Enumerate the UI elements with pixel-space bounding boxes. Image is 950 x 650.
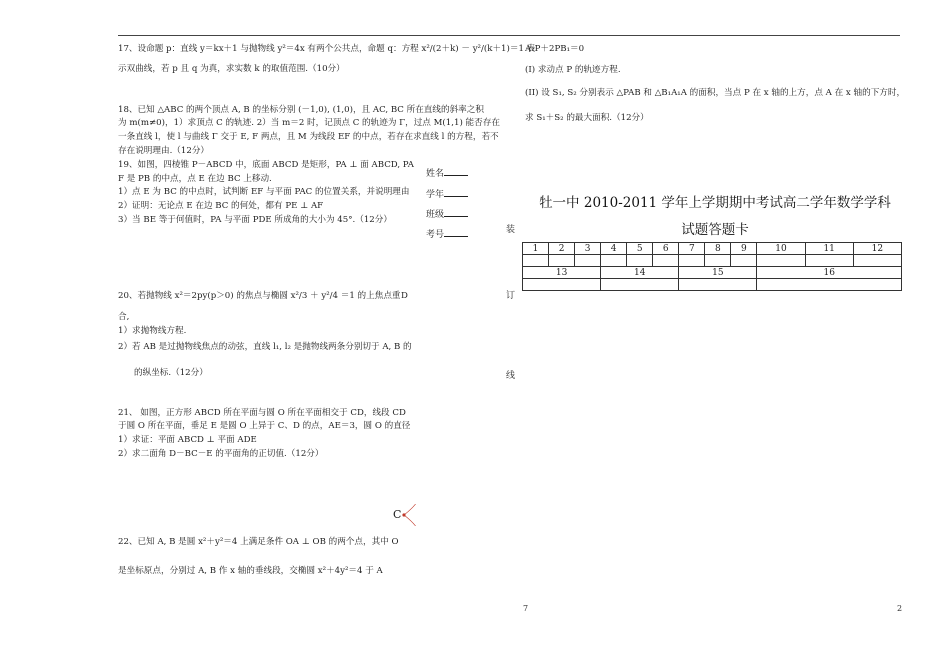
q18-line2: 为 m(m≠0)，1）求顶点 C 的轨迹. 2）当 m＝2 时，记顶点 C 的轨迹为 Γ，过点 M(1,1) 能否存在 <box>118 118 500 128</box>
figure-c-label <box>393 508 401 521</box>
q21-line1: 21、 如图，正方形 ABCD 所在平面与圆 O 所在平面相交于 CD，线段 CD <box>118 408 406 418</box>
choice-number-6: 6 <box>653 243 679 255</box>
right-part1: (I) 求动点 P 的轨迹方程. <box>525 65 621 75</box>
field-name-label: 姓名 <box>426 169 445 179</box>
choice-answer-cell[interactable] <box>805 255 853 267</box>
fill-answer-cell[interactable] <box>601 279 679 291</box>
q18-line4: 存在说明理由.（12分） <box>118 146 210 156</box>
field-exam-number[interactable] <box>426 227 468 240</box>
choice-answer-cell[interactable] <box>575 255 601 267</box>
q20-line3: 1）求抛物线方程. <box>118 326 187 336</box>
q19-line2: F 是 PB 的中点，点 E 在边 BC 上移动. <box>118 174 272 184</box>
q18-line3: 一条直线 l，使 l 与曲线 Γ 交于 E, F 两点，且 M 为线段 EF 的中点，若存在求直线 l 的方程，若不 <box>118 132 499 142</box>
figure-c-letter: C <box>393 508 402 521</box>
right-continuation-line: A₁P＋2PB₁＝0 <box>525 44 585 54</box>
q22-line1: 22、已知 A, B 是圆 x²＋y²＝4 上满足条件 OA ⊥ OB 的两个点，其中 O <box>118 537 399 547</box>
choice-number-9: 9 <box>731 243 757 255</box>
choice-answer-cell[interactable] <box>853 255 901 267</box>
choice-number-12: 12 <box>853 243 901 255</box>
field-grade-label: 学年 <box>426 190 445 200</box>
choice-number-row <box>523 243 902 255</box>
q20-line4: 2）若 AB 是过抛物线焦点的动弦，直线 l₁, l₂ 是抛物线两条分别切于 A, B 的 <box>118 342 412 352</box>
left-page-number: 7 <box>523 604 529 613</box>
figure-arc-icon <box>401 504 421 526</box>
binding-mark-ding: 订 <box>506 291 516 301</box>
field-name[interactable] <box>426 166 468 179</box>
q17-line2: 示双曲线，若 p 且 q 为真，求实数 k 的取值范围.（10分） <box>118 64 345 74</box>
q18-line1: 18、已知 △ABC 的两个顶点 A, B 的坐标分别 (－1,0), (1,0)，且 AC, BC 所在直线的斜率之积 <box>118 105 484 115</box>
choice-answer-cell[interactable] <box>601 255 627 267</box>
choice-answer-cell[interactable] <box>757 255 805 267</box>
right-page-number: 2 <box>897 604 903 613</box>
q19-line5: 3）当 BE 等于何值时，PA 与平面 PDE 所成角的大小为 45°.（12分） <box>118 215 392 225</box>
fill-answer-cell[interactable] <box>757 279 902 291</box>
field-grade[interactable] <box>426 187 468 200</box>
choice-answer-cell[interactable] <box>705 255 731 267</box>
q19-line1: 19、如图，四棱锥 P－ABCD 中，底面 ABCD 是矩形，PA ⊥ 面 ABCD, PA <box>118 160 415 170</box>
fill-number-16: 16 <box>757 267 902 279</box>
fill-answer-row <box>523 279 902 291</box>
choice-number-11: 11 <box>805 243 853 255</box>
choice-answer-cell[interactable] <box>627 255 653 267</box>
answer-grid <box>522 242 902 291</box>
q20-line2: 合, <box>118 312 130 322</box>
q21-line4: 2）求二面角 D－BC－E 的平面角的正切值.（12分） <box>118 449 324 459</box>
answer-card-subtitle: 试题答题卡 <box>681 222 749 238</box>
choice-answer-row <box>523 255 902 267</box>
choice-number-5: 5 <box>627 243 653 255</box>
q17-line1: 17、设命题 p：直线 y＝kx＋1 与抛物线 y²＝4x 有两个公共点，命题 q：方程 x²/(2＋k) － y²/(k＋1)＝1 表 <box>118 44 536 54</box>
fill-number-13: 13 <box>523 267 601 279</box>
q19-line3: 1）点 E 为 BC 的中点时，试判断 EF 与平面 PAC 的位置关系，并说明理由 <box>118 187 410 197</box>
choice-answer-cell[interactable] <box>523 255 549 267</box>
binding-mark-xian: 线 <box>506 371 516 381</box>
fill-number-row <box>523 267 902 279</box>
choice-answer-cell[interactable] <box>653 255 679 267</box>
field-exam-number-blank[interactable] <box>444 227 468 237</box>
choice-number-1: 1 <box>523 243 549 255</box>
top-rule <box>118 35 900 36</box>
q21-line2: 于圆 O 所在平面，垂足 E 是圆 O 上异于 C、D 的点，AE＝3，圆 O 的直径 <box>118 421 411 431</box>
choice-answer-cell[interactable] <box>549 255 575 267</box>
q20-line5: 的纵坐标.（12分） <box>134 368 208 378</box>
field-class[interactable] <box>426 207 468 220</box>
field-class-label: 班级 <box>426 210 445 220</box>
choice-number-3: 3 <box>575 243 601 255</box>
choice-answer-cell[interactable] <box>731 255 757 267</box>
right-part2-line1: (II) 设 S₁, S₂ 分别表示 △PAB 和 △B₁A₁A 的面积，当点 P 在 x 轴的上方，点 A 在 x 轴的下方时， <box>525 88 906 98</box>
fill-number-15: 15 <box>679 267 757 279</box>
choice-answer-cell[interactable] <box>679 255 705 267</box>
right-part2-line2: 求 S₁＋S₂ 的最大面积.（12分） <box>525 113 649 123</box>
q21-line3: 1）求证：平面 ABCD ⊥ 平面 ADE <box>118 435 257 445</box>
q20-figure-mark: D <box>401 291 408 301</box>
answer-card-title: 牡一中 2010-2011 学年上学期期中考试高二学年数学学科 <box>539 195 891 211</box>
choice-number-10: 10 <box>757 243 805 255</box>
choice-number-7: 7 <box>679 243 705 255</box>
choice-number-4: 4 <box>601 243 627 255</box>
fill-answer-cell[interactable] <box>523 279 601 291</box>
field-exam-number-label: 考号 <box>426 230 445 240</box>
fill-number-14: 14 <box>601 267 679 279</box>
field-class-blank[interactable] <box>444 207 468 217</box>
fill-answer-cell[interactable] <box>679 279 757 291</box>
field-grade-blank[interactable] <box>444 187 468 197</box>
choice-number-2: 2 <box>549 243 575 255</box>
field-name-blank[interactable] <box>444 166 468 176</box>
choice-number-8: 8 <box>705 243 731 255</box>
binding-mark-zhuang: 装 <box>506 225 516 235</box>
q19-line4: 2）证明：无论点 E 在边 BC 的何处，都有 PE ⊥ AF <box>118 201 324 211</box>
q20-line1: 20、若抛物线 x²＝2py(p＞0) 的焦点与椭圆 x²/3 ＋ y²/4 ＝1 的上焦点重 <box>118 291 401 301</box>
q22-line2: 是坐标原点，分别过 A, B 作 x 轴的垂线段，交椭圆 x²＋4y²＝4 于 A <box>118 566 383 576</box>
